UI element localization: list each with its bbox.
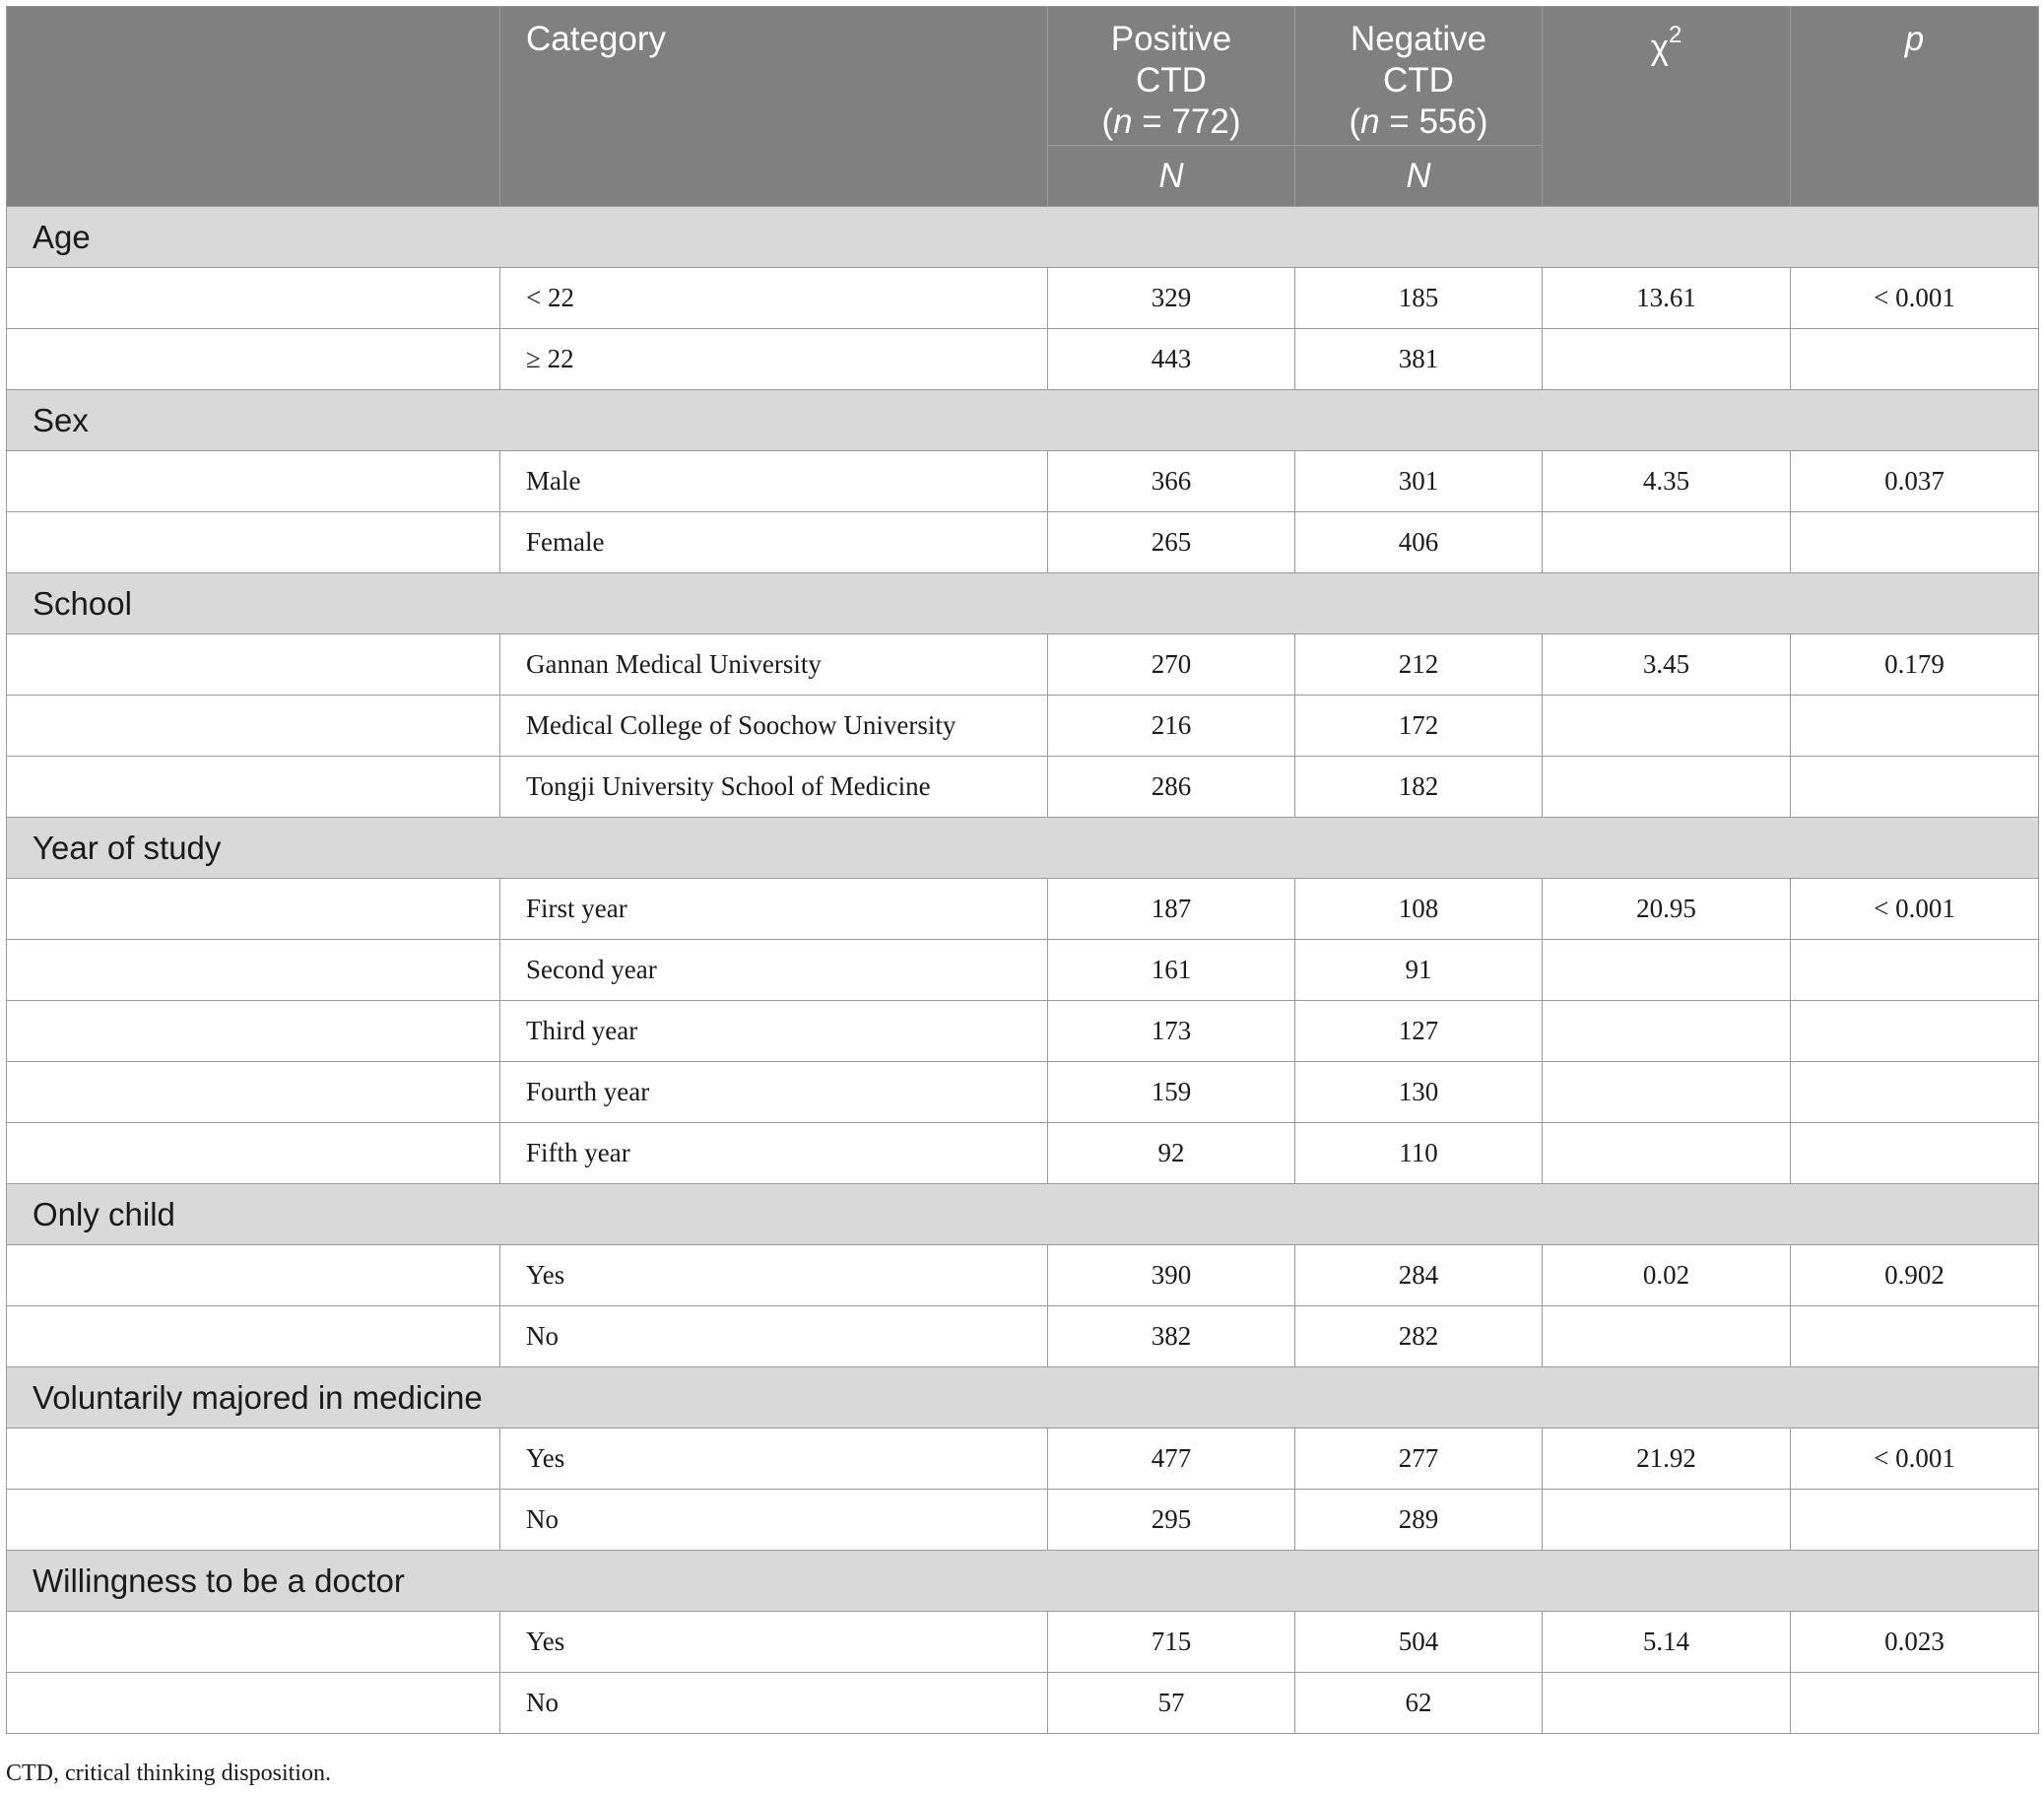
blank-cell [7,451,500,512]
blank-cell [7,268,500,329]
category-cell: Tongji University School of Medicine [500,757,1048,818]
negative-ctd-cell: 130 [1295,1062,1543,1123]
category-cell: Female [500,512,1048,573]
chi-square-cell [1543,940,1791,1001]
category-cell: < 22 [500,268,1048,329]
chi-square-cell: 21.92 [1543,1429,1791,1490]
chi-square-cell [1543,1001,1791,1062]
blank-cell [7,696,500,757]
table-row [7,940,2039,1001]
chi-square-cell [1543,329,1791,390]
header-p-value: p [1791,7,2039,207]
header-positive-ctd [1048,7,1295,146]
p-value-cell: < 0.001 [1791,268,2039,329]
blank-cell [7,1673,500,1734]
p-value-cell: 0.902 [1791,1245,2039,1306]
p-value-cell [1791,512,2039,573]
chi-square-cell: 0.02 [1543,1245,1791,1306]
group-title: Only child [7,1184,2039,1245]
p-value-cell [1791,1673,2039,1734]
positive-ctd-cell: 216 [1048,696,1295,757]
category-cell: Fourth year [500,1062,1048,1123]
positive-ctd-cell: 366 [1048,451,1295,512]
category-cell: Third year [500,1001,1048,1062]
category-cell: Fifth year [500,1123,1048,1184]
chi-square-cell: 13.61 [1543,268,1791,329]
group-row [7,207,2039,268]
table-container [6,6,2038,1734]
group-row [7,1367,2039,1429]
positive-ctd-cell: 382 [1048,1306,1295,1367]
p-value-cell: 0.179 [1791,634,2039,696]
chi-square-cell [1543,512,1791,573]
group-title: Year of study [7,818,2039,879]
positive-ctd-cell: 715 [1048,1612,1295,1673]
p-value-cell: < 0.001 [1791,1429,2039,1490]
chi-square-cell [1543,1062,1791,1123]
blank-cell [7,329,500,390]
group-title: Voluntarily majored in medicine [7,1367,2039,1429]
positive-ctd-cell: 92 [1048,1123,1295,1184]
blank-cell [7,757,500,818]
table-row [7,1673,2039,1734]
group-row [7,1551,2039,1612]
positive-ctd-cell: 57 [1048,1673,1295,1734]
blank-cell [7,1062,500,1123]
table-row [7,1245,2039,1306]
p-value-cell [1791,1123,2039,1184]
chi-square-cell [1543,1306,1791,1367]
p-value-cell [1791,1062,2039,1123]
positive-ctd-cell: 295 [1048,1490,1295,1551]
positive-ctd-cell: 159 [1048,1062,1295,1123]
negative-ctd-cell: 282 [1295,1306,1543,1367]
negative-ctd-cell: 110 [1295,1123,1543,1184]
table-body [7,207,2039,1734]
chi-square-cell [1543,696,1791,757]
group-title: Sex [7,390,2039,451]
chi-square-cell [1543,1673,1791,1734]
header-negative-ctd [1295,7,1543,146]
negative-ctd-cell: 381 [1295,329,1543,390]
p-value-cell: 0.023 [1791,1612,2039,1673]
negative-ctd-cell: 127 [1295,1001,1543,1062]
positive-ctd-cell: 270 [1048,634,1295,696]
category-cell: No [500,1673,1048,1734]
positive-ctd-cell: 286 [1048,757,1295,818]
table-row [7,1123,2039,1184]
positive-ctd-cell: 173 [1048,1001,1295,1062]
p-value-cell [1791,1490,2039,1551]
p-value-cell: < 0.001 [1791,879,2039,940]
negative-ctd-cell: 284 [1295,1245,1543,1306]
blank-cell [7,1429,500,1490]
table-row [7,757,2039,818]
category-cell: Medical College of Soochow University [500,696,1048,757]
table-row [7,451,2039,512]
table-row [7,1490,2039,1551]
group-title: School [7,573,2039,634]
blank-cell [7,1123,500,1184]
header-negative-n: (n = 556) [1349,102,1488,141]
positive-ctd-cell: 390 [1048,1245,1295,1306]
header-chi-square: $\chi^2$ [1543,7,1791,207]
header-negative-line2: CTD [1383,61,1454,100]
category-cell: Male [500,451,1048,512]
p-value-cell: 0.037 [1791,451,2039,512]
blank-cell [7,940,500,1001]
p-value-cell [1791,329,2039,390]
table-row [7,696,2039,757]
chi-square-cell: 3.45 [1543,634,1791,696]
category-cell: Yes [500,1245,1048,1306]
header-negative-n-sub: N [1295,146,1543,207]
negative-ctd-cell: 504 [1295,1612,1543,1673]
blank-cell [7,1490,500,1551]
table-row [7,879,2039,940]
table-row [7,1612,2039,1673]
blank-cell [7,1245,500,1306]
category-cell: No [500,1306,1048,1367]
group-title: Willingness to be a doctor [7,1551,2039,1612]
table-row [7,268,2039,329]
table-row [7,1429,2039,1490]
p-value-cell [1791,696,2039,757]
chi-square-cell [1543,1490,1791,1551]
table-footnote: CTD, critical thinking disposition. [6,1761,331,1786]
category-cell: Gannan Medical University [500,634,1048,696]
group-row [7,573,2039,634]
header-category: Category [500,7,1048,207]
chi-square-cell [1543,1123,1791,1184]
blank-cell [7,512,500,573]
table-row [7,1306,2039,1367]
negative-ctd-cell: 277 [1295,1429,1543,1490]
blank-cell [7,1001,500,1062]
chi-square-cell: 20.95 [1543,879,1791,940]
header-positive-line1: Positive [1110,20,1232,58]
group-row [7,1184,2039,1245]
p-value-cell [1791,1001,2039,1062]
category-cell: Yes [500,1612,1048,1673]
header-blank-cell [7,7,500,207]
header-negative-line1: Negative [1350,20,1487,58]
category-cell: No [500,1490,1048,1551]
category-cell: First year [500,879,1048,940]
negative-ctd-cell: 185 [1295,268,1543,329]
negative-ctd-cell: 289 [1295,1490,1543,1551]
negative-ctd-cell: 91 [1295,940,1543,1001]
group-row [7,390,2039,451]
negative-ctd-cell: 108 [1295,879,1543,940]
negative-ctd-cell: 182 [1295,757,1543,818]
chi-square-cell [1543,757,1791,818]
blank-cell [7,1612,500,1673]
negative-ctd-cell: 212 [1295,634,1543,696]
p-value-cell [1791,757,2039,818]
p-value-cell [1791,940,2039,1001]
negative-ctd-cell: 406 [1295,512,1543,573]
blank-cell [7,1306,500,1367]
header-positive-n-sub: N [1048,146,1295,207]
negative-ctd-cell: 172 [1295,696,1543,757]
positive-ctd-cell: 161 [1048,940,1295,1001]
category-cell: ≥ 22 [500,329,1048,390]
table-row [7,329,2039,390]
positive-ctd-cell: 329 [1048,268,1295,329]
positive-ctd-cell: 477 [1048,1429,1295,1490]
data-table [6,6,2039,1734]
negative-ctd-cell: 62 [1295,1673,1543,1734]
negative-ctd-cell: 301 [1295,451,1543,512]
header-positive-line2: CTD [1136,61,1207,100]
group-title: Age [7,207,2039,268]
group-row [7,818,2039,879]
blank-cell [7,879,500,940]
positive-ctd-cell: 187 [1048,879,1295,940]
chi-square-cell: 5.14 [1543,1612,1791,1673]
table-row [7,1001,2039,1062]
table-row [7,512,2039,573]
category-cell: Yes [500,1429,1048,1490]
blank-cell [7,634,500,696]
chi-square-cell: 4.35 [1543,451,1791,512]
header-positive-n: (n = 772) [1101,102,1241,141]
table-row [7,1062,2039,1123]
table-row [7,634,2039,696]
category-cell: Second year [500,940,1048,1001]
positive-ctd-cell: 443 [1048,329,1295,390]
p-value-cell [1791,1306,2039,1367]
positive-ctd-cell: 265 [1048,512,1295,573]
